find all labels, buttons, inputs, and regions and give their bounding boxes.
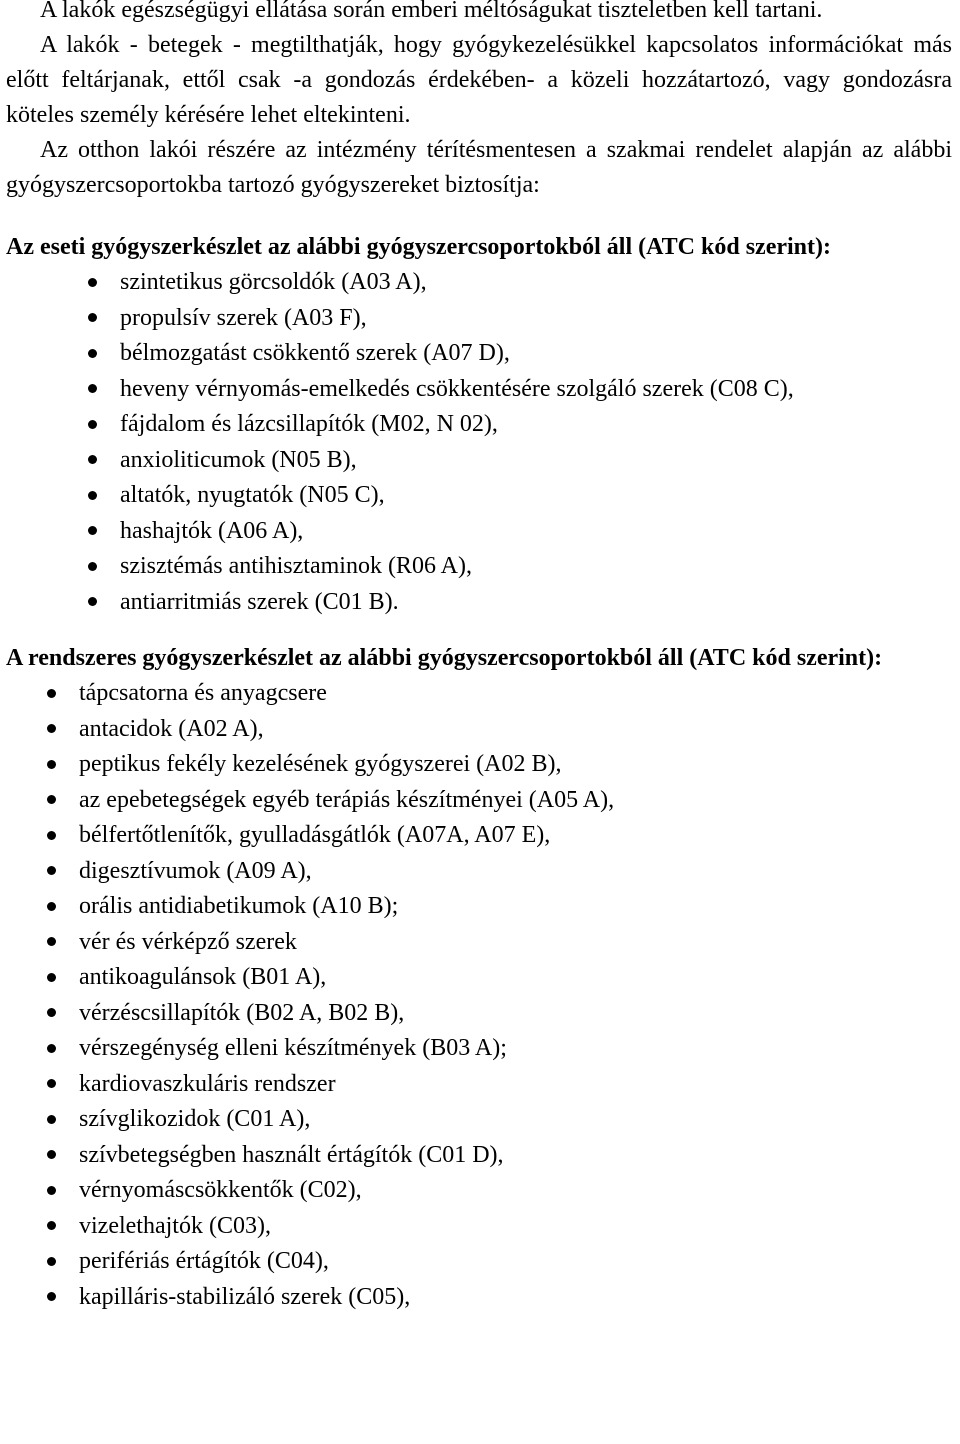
bullet-icon: [47, 795, 56, 804]
list-item: [6, 783, 952, 819]
list-item-text: altatók, nyugtatók (N05 C),: [120, 482, 385, 508]
bullet-icon: [88, 455, 97, 464]
bullet-icon: [47, 1150, 56, 1159]
list-item: [6, 549, 952, 585]
list-item-text: kapilláris-stabilizáló szerek (C05),: [79, 1283, 411, 1310]
list-item-text: szisztémás antihisztaminok (R06 A),: [120, 553, 472, 579]
bullet-icon: [47, 937, 56, 946]
list-item-text: vérzéscsillapítók (B02 A, B02 B),: [79, 999, 405, 1026]
list-item-text: peptikus fekély kezelésének gyógyszerei (A02 B),: [79, 751, 562, 777]
list-item: [6, 372, 952, 408]
list-item-text: az epebetegségek egyéb terápiás készítményei (A05 A),: [79, 786, 615, 813]
bullet-icon: [47, 831, 56, 840]
list-item: [6, 1280, 952, 1316]
list-item-text: bélmozgatást csökkentő szerek (A07 D),: [120, 340, 510, 366]
bullet-icon: [88, 278, 97, 287]
list-item: [6, 1173, 952, 1209]
paragraph-dignity: A lakók egészségügyi ellátása során emberi méltóságukat tiszteletben kell tartani.: [40, 0, 823, 23]
bullet-icon: [88, 384, 97, 393]
list-item: [6, 1209, 952, 1245]
list-item-text: tápcsatorna és anyagcsere: [79, 680, 327, 706]
paragraph-confidentiality: A lakók - betegek - megtilthatják, hogy gyógykezelésükkel kapcsolatos információkat más előtt feltárjanak, ettől csak -a gondozás érdekében- a közeli hozzátartozó, vagy gondozásra köteles személy kérésére lehet eltekinteni.: [6, 32, 952, 128]
list-item-text: kardiovaszkuláris rendszer: [79, 1070, 336, 1097]
bullet-icon: [88, 313, 97, 322]
list-item: [6, 1067, 952, 1103]
list-item-text: szívglikozidok (C01 A),: [79, 1106, 311, 1132]
bullet-icon: [47, 866, 56, 875]
list-item-text: perifériás értágítók (C04),: [79, 1248, 329, 1274]
list-item: [6, 818, 952, 854]
bullet-icon: [47, 1221, 56, 1230]
list-item: [6, 676, 952, 712]
list-item-text: heveny vérnyomás-emelkedés csökkentésére szolgáló szerek (C08 C),: [120, 375, 794, 402]
list-item: [6, 265, 952, 301]
list-item-text: vizelethajtók (C03),: [79, 1212, 271, 1239]
list-item-text: antacidok (A02 A),: [79, 715, 264, 742]
bullet-icon: [47, 1257, 56, 1266]
list-item-text: szívbetegségben használt értágítók (C01 D),: [79, 1141, 504, 1168]
list-item-text: vér és vérképző szerek: [79, 928, 297, 955]
list-item-text: hashajtók (A06 A),: [120, 517, 304, 544]
list-item: [6, 407, 952, 443]
bullet-icon: [47, 1292, 56, 1301]
list-item-text: anxioliticumok (N05 B),: [120, 446, 357, 473]
bullet-icon: [47, 973, 56, 982]
bullet-icon: [47, 1115, 56, 1124]
regular-stock-heading: A rendszeres gyógyszerkészlet az alábbi gyógyszercsoportokból áll (ATC kód szerint):: [6, 645, 883, 671]
bullet-icon: [47, 1186, 56, 1195]
regular-stock-list: [6, 676, 952, 1315]
list-item-text: digesztívumok (A09 A),: [79, 857, 312, 884]
bullet-icon: [47, 724, 56, 733]
list-item: [6, 1102, 952, 1138]
list-item: [6, 478, 952, 514]
list-item-text: szintetikus görcsoldók (A03 A),: [120, 269, 427, 295]
bullet-icon: [47, 1079, 56, 1088]
bullet-icon: [88, 562, 97, 571]
list-item-text: antiarritmiás szerek (C01 B).: [120, 588, 399, 615]
list-item: [6, 747, 952, 783]
bullet-icon: [88, 491, 97, 500]
list-item: [6, 336, 952, 372]
bullet-icon: [47, 1008, 56, 1017]
occasional-stock-heading: Az eseti gyógyszerkészlet az alábbi gyógyszercsoportokból áll (ATC kód szerint):: [6, 234, 831, 260]
list-item: [6, 1031, 952, 1067]
bullet-icon: [88, 420, 97, 429]
bullet-icon: [88, 526, 97, 535]
list-item-text: fájdalom és lázcsillapítók (M02, N 02),: [120, 411, 498, 437]
bullet-icon: [47, 760, 56, 769]
list-item: [6, 301, 952, 337]
list-item: [6, 585, 952, 621]
list-item: [6, 889, 952, 925]
list-item: [6, 925, 952, 961]
list-item-text: orális antidiabetikumok (A10 B);: [79, 893, 399, 919]
list-item: [6, 443, 952, 479]
bullet-icon: [88, 349, 97, 358]
list-item: [6, 712, 952, 748]
list-item-text: antikoagulánsok (B01 A),: [79, 964, 327, 990]
bullet-icon: [47, 1044, 56, 1053]
bullet-icon: [88, 597, 97, 606]
list-item-text: propulsív szerek (A03 F),: [120, 304, 367, 331]
list-item-text: vérnyomáscsökkentők (C02),: [79, 1177, 362, 1203]
bullet-icon: [47, 689, 56, 698]
paragraph-medication-intro: Az otthon lakói részére az intézmény térítésmentesen a szakmai rendelet alapján az alábbi gyógyszercsoportokba tartozó gyógyszereket biztosítja:: [6, 137, 952, 198]
bullet-icon: [47, 902, 56, 911]
list-item: [6, 996, 952, 1032]
list-item: [6, 1138, 952, 1174]
list-item-text: bélfertőtlenítők, gyulladásgátlók (A07A, A07 E),: [79, 822, 551, 848]
list-item: [6, 960, 952, 996]
list-item: [6, 514, 952, 550]
list-item: [6, 1244, 952, 1280]
occasional-stock-list: [6, 265, 952, 620]
list-item-text: vérszegénység elleni készítmények (B03 A);: [79, 1035, 507, 1061]
list-item: [6, 854, 952, 890]
